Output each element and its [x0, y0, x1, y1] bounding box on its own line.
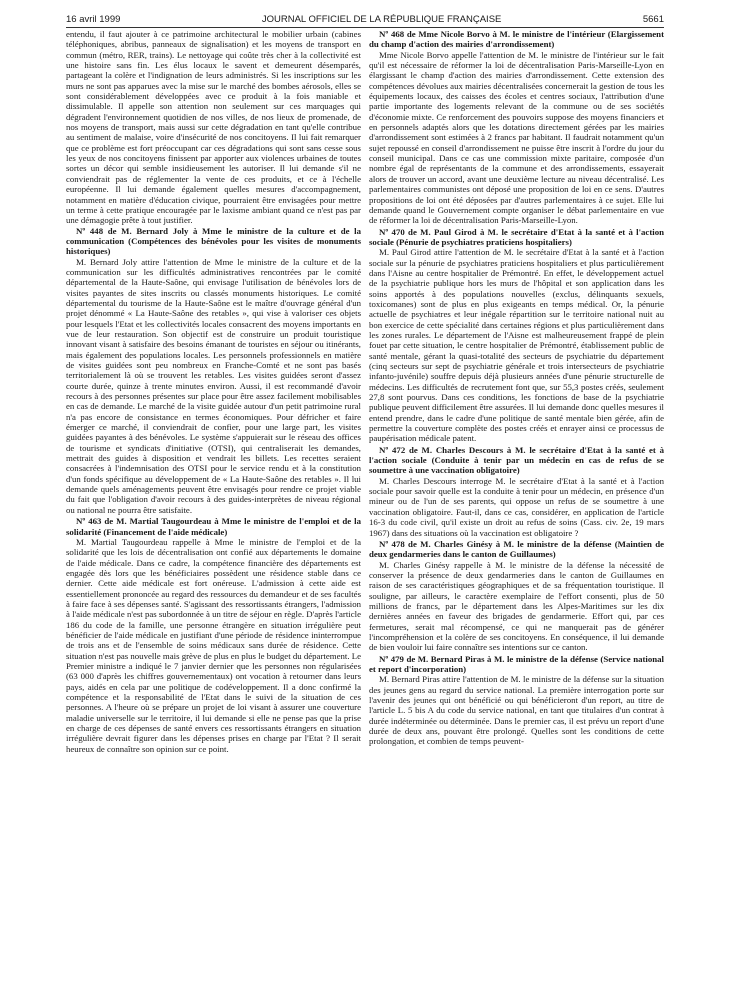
question-heading: Nº 479 de M. Bernard Piras à M. le ministre de la défense (Service national et report d'incorporation) — [369, 653, 664, 674]
header-date: 16 avril 1999 — [66, 13, 121, 25]
right-column — [369, 29, 664, 979]
header-page-number: 5661 — [642, 13, 664, 25]
question-heading: Nº 478 de M. Charles Ginésy à M. le ministre de la défense (Maintien de deux gendarmeries dans le canton de Guillaumes) — [369, 538, 664, 560]
question-448 — [66, 226, 361, 516]
question-body: M. Bernard Joly attire l'attention de Mme le ministre de la culture et de la communication sur les difficultés administratives rencontrées par le comité départemental de la Haute-Saône, qui envisage l'utilisation de bénévoles lors de visites payantes de sites inscrits ou classés monuments historiques. Le comité départemental du tourisme de la Haute-Saône est le maître d'ouvrage général d'un projet dénommé « La Haute-Saône des retables », qui vise à valoriser ces objets pour lesquels l'Etat et les collectivités locales consacrent des moyens importants en vue de leur restauration. Son objectif est de construire un produit touristique innovant visant à satisfaire des besoins émanant de touristes en séjour ou itinérants, mais également des populations locales. Les personnels professionnels en matière de visites guidées sont peu nombreux en Franche-Comté et ne sont pas basés territorialement là où se trouvent les retables. Les visites guidées seront d'assez courte durée, quinze à trente minutes environ. Aussi, il est recommandé d'avoir recours à des personnes présentes sur place pour être assez facilement mobilisables en cas de demande. Le marché de la visite guidée autour d'un petit patrimoine rural n'a pas encore de consistance en termes économiques. Pour défricher et faire émerger ce marché, il conviendrait de confier, pour une large part, les visites guidées payantes à des bénévoles. Le système s'appuierait sur le réseau des offices de tourisme et syndicats d'initiative (OTSI), qui centraliserait les demandes, mettrait des guides à disposition et vendrait les billets. Les recettes seraient consacrées à l'indemnisation des OTSI pour le service rendu et à la constitution d'un fonds spécifique au développement de « La Haute-Saône des retables ». Il lui demande quels aménagements peuvent être envisagés pour rendre ce projet viable du fait que l'obligation d'avoir recours à des guides-interprètes de niveau régional ou national ne pourra être satisfaite. — [66, 256, 361, 515]
continuation-paragraph: entendu, il faut ajouter à ce patrimoine architectural le mobilier urbain (cabines téléphoniques, abribus, panneaux de signalisation) et les moyens de transport en commun (métro, RER, trains). Le nettoyage qui coûte très cher à la collectivité est une histoire sans fin. Les élus locaux le savent et demeurent désemparés, partageant la colère et l'indignation de leurs administrés. Si les inscriptions sur les murs ne sont pas apparues avec la mise sur le marché des bombes aérosols, elles se sont considérablement développées avec ce produit à la fois maniable et dissimulable. Il appelle son attention non seulement sur ces marquages qui dégradent l'environnement quotidien de nos villes, de nos lieux de promenade, de nos moyens de transport, mais aussi sur cette dégradation en tant qu'elle contribue au sentiment de malaise, voire d'insécurité de nos concitoyens. Il lui fait remarquer que ce problème est fort préoccupant car ces dégradations qui sont sans cesse sous les yeux de nos concitoyens finissent par apporter aux violences urbaines de toutes sortes un décor qui semble insidieusement les autoriser. Il lui demande s'il ne conviendrait pas de réglementer la vente de ces produits, et ce à l'échelle européenne. Il lui demande également quelles mesures d'accompagnement, notamment en matière d'éducation civique, pourraient être envisagées pour mettre un terme à cette pratique encouragée par le laxisme ambiant quand ce n'est pas par une démagogie prête à tout justifier. — [66, 29, 361, 226]
question-463 — [66, 516, 361, 754]
question-468 — [369, 29, 664, 226]
question-heading: Nº 470 de M. Paul Girod à M. le secrétaire d'Etat à la santé et à l'action sociale (Pénurie de psychiatres praticiens hospitaliers) — [369, 226, 664, 247]
question-body: M. Martial Taugourdeau rappelle à Mme le ministre de l'emploi et de la solidarité que les lois de décentralisation ont confié aux départements le domaine de l'aide médicale. Dans ce cadre, la compétence financière des départements est engagée dès lors que les bénéficiaires possèdent une résidence stable dans ce dernier. Cette aide médicale est fort onéreuse. L'admission à cette aide est essentiellement prononcée au regard des ressources du demandeur et de ses facultés à faire face à ses dépenses santé. S'agissant des ressortissants étrangers, l'admission à l'aide médicale n'est pas subordonnée à un titre de séjour en règle. D'après l'article 186 du code de la famille, une personne étrangère en situation irrégulière peut bénéficier de l'aide médicale en justifiant d'une période de résidence ininterrompue de trois ans et de l'ensemble de soins médicaux sans durée de résidence. Cette situation n'est pas nouvelle mais grève de plus en plus le budget du département. Le Premier ministre a indiqué le 7 janvier dernier que les personnes non régularisées (63 000 d'après les chiffres gouvernementaux) ont vocation à retourner dans leurs pays, aidés en cela par une politique de codéveloppement. Il a donc confirmé la compétence et la responsabilité de l'Etat dans le suivi de la situation de ces personnes. A l'heure où se prépare un projet de loi visant à assurer une couverture maladie universelle sur le territoire, il lui demande si elle ne pense pas que la prise en charge de ces dépenses de santé envers ces ressortissants étrangers en situation irrégulière devrait figurer dans les dépenses prises en charge par l'Etat ? Il serait heureux de connaître son opinion sur ce point. — [66, 536, 361, 754]
question-body: M. Paul Girod attire l'attention de M. le secrétaire d'Etat à la santé et à l'action sociale sur la pénurie de psychiatres praticiens hospitaliers et plus particulièrement dans l'Aisne au centre hospitalier de Prémontré. En effet, le développement actuel de la psychiatrie publique hors les murs de l'hôpital et son application dans les soins apportés à des populations nouvelles (exclus, délinquants sexuels, toxicomanes) sont de plus en plus exigeants en temps médical. Or, la pénurie actuelle de psychiatres et leur inégale répartition sur le territoire national nuit au bon exercice de cette spécialité dans certaines régions et plus particulièrement dans les zones rurales. Le département de l'Aisne est malheureusement frappé de plein fouet par cette situation, le centre hospitalier de Prémontré, établissement public de santé mentale, gérant la quasi-totalité des secteurs de psychiatrie du département (cinq secteurs sur sept de psychiatrie générale et trois intersecteurs de psychiatrie infanto-juvénile) souffre depuis déjà plusieurs années d'une pénurie structurelle de médecins. Les difficultés de recrutement font que, sur 55,3 postes créés, seulement 27,8 sont pourvus. Dans ces conditions, les fonctions de base de la psychiatrie publique peuvent difficilement être assurées. Il lui demande donc quelles mesures il entend prendre, dans le cadre d'une politique de santé mentale bien gérée, afin de permettre la couverture complète des postes créés et enrayer ainsi ce processus de paupérisation médicale patent. — [369, 247, 664, 444]
page-header — [66, 11, 664, 28]
question-heading: Nº 463 de M. Martial Taugourdeau à Mme le ministre de l'emploi et de la solidarité (Financement de l'aide médicale) — [66, 516, 361, 537]
question-472 — [369, 445, 664, 538]
question-body: M. Bernard Piras attire l'attention de M. le ministre de la défense sur la situation des jeunes gens au regard du service national. La première interrogation porte sur l'avenir des jeunes qui ont bénéficié ou qui bénéficieront d'un report, au titre de l'article L. 5 bis A du code du service national, en tant que titulaires d'un contrat à durée indéterminée ou déterminée. Dans le premier cas, il est prévu un report d'une durée de deux ans, pouvant être prolongé. Quelles sont les conditions de cette prolongation, et combien de temps peuvent- — [369, 674, 664, 747]
question-body: M. Charles Descours interroge M. le secrétaire d'Etat à la santé et à l'action sociale pour savoir quelle est la conduite à tenir pour un médecin, en présence d'un mineur ou de l'un de ses parents, qui oppose un refus de se soumettre à une vaccination obligatoire. Faut-il, dans ce cas, considérer, en application de l'article 16-3 du code civil, qu'il existe un droit au refus de soins (Cass. civ. 2e, 19 mars 1967) dans des situations où la vaccination est obligatoire ? — [369, 475, 664, 538]
question-body: M. Charles Ginésy rappelle à M. le ministre de la défense la nécessité de conserver la présence de deux gendarmeries dans le canton de Guillaumes en raison de ses caractéristiques géographiques et de sa fréquentation touristique. Il souligne, par ailleurs, le caractère exemplaire de l'effort consenti, plus de 50 millions de francs, par le département dans les Alpes-Maritimes sur les dix dernières années en faveur des brigades de gendarmerie. Effort qui, par ces fermetures, serait mal récompensé, ce qui ne manquerait pas de générer l'incompréhension et la colère de ses concitoyens. En conséquence, il lui demande de bien vouloir lui faire connaître ses intentions sur ce canton. — [369, 559, 664, 653]
question-470 — [369, 227, 664, 444]
question-heading: Nº 468 de Mme Nicole Borvo à M. le ministre de l'intérieur (Elargissement du champ d'action des mairies d'arrondissement) — [369, 29, 664, 50]
question-479 — [369, 654, 664, 747]
question-478 — [369, 539, 664, 653]
question-heading: Nº 472 de M. Charles Descours à M. le secrétaire d'Etat à la santé et à l'action sociale (Conduite à tenir par un médecin en cas de refus de se soumettre à une vaccination obligatoire) — [369, 444, 664, 476]
left-column — [66, 29, 361, 979]
question-heading: Nº 448 de M. Bernard Joly à Mme le ministre de la culture et de la communication (Compétences des bénévoles pour les visites de monuments historiques) — [66, 225, 361, 257]
question-body: Mme Nicole Borvo appelle l'attention de M. le ministre de l'intérieur sur le fait qu'il est nécessaire de réformer la loi de décentralisation Paris-Marseille-Lyon en élargissant le champ d'action des mairies d'arrondissement. Cette extension des compétences dévolues aux mairies décentralisées concernerait la gestion de tous les équipements locaux, des caisses des écoles et centres sociaux, l'attribution d'une partie importante des logements relevant de la commune ou de ses sociétés d'économie mixte. Ce renforcement des pouvoirs suppose des moyens financiers et en personnels adaptés alors que les dotations directement gérées par les mairies d'arrondissement sont estimées à 2 francs par habitant. Il faudrait notamment qu'un sujet repoussé en conseil d'arrondissement ne puisse être inscrit à l'ordre du jour du conseil municipal. Dans ce cas une commission mixte paritaire, composée d'un nombre égal de représentants de la commune et des arrondissements, essayerait alors de trouver un accord, avant une deuxième lecture au niveau décentralisé. Les parlementaires communistes ont déposé une proposition de loi en ce sens. D'autres propositions de loi ont été déposées par d'autres parlementaires à ce sujet. Elle lui demande quand le Gouvernement compte organiser le débat parlementaire en vue de réformer la loi de décentralisation Paris-Marseille-Lyon. — [369, 49, 664, 226]
header-journal-title: JOURNAL OFFICIEL DE LA RÉPUBLIQUE FRANÇAISE — [261, 13, 502, 25]
